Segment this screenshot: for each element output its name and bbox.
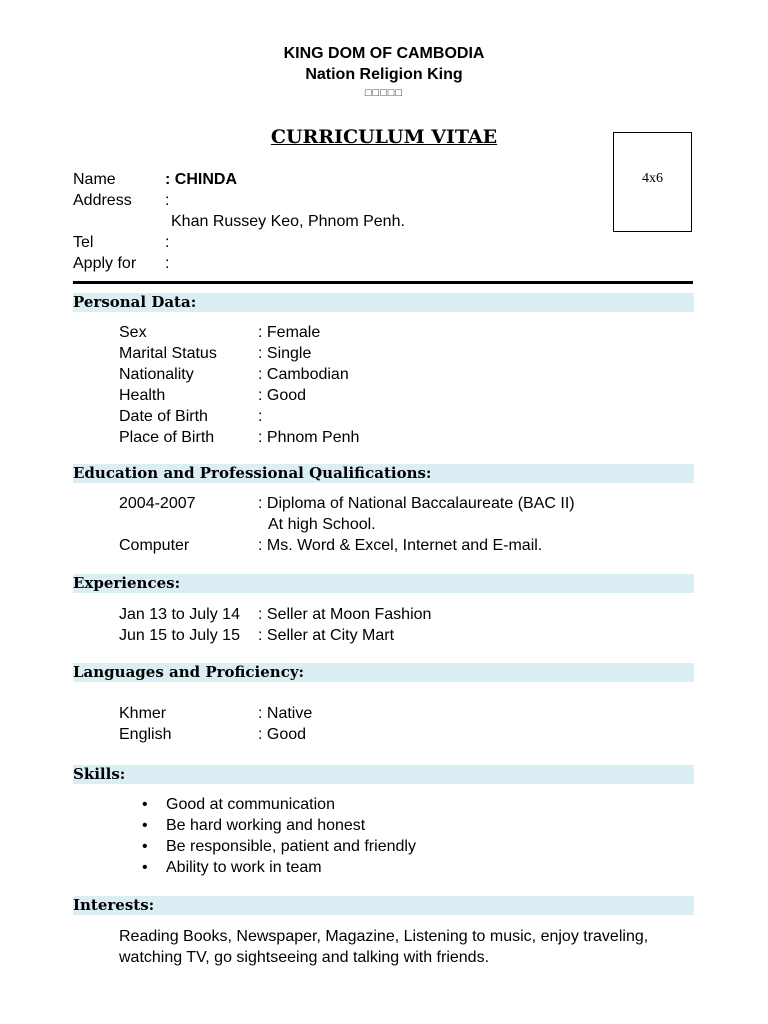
bullet-icon: • <box>142 859 148 876</box>
language-level: : Native <box>258 705 313 722</box>
language-level: : Good <box>258 726 307 743</box>
section-heading-experiences: Experiences: <box>73 574 694 593</box>
section-heading-education: Education and Professional Qualifications: <box>73 464 694 483</box>
personal-label: Health <box>119 387 166 404</box>
country-heading: KING DOM OF CAMBODIA <box>283 45 485 62</box>
skill-item: Be responsible, patient and friendly <box>166 838 416 855</box>
personal-value: : <box>258 408 263 425</box>
tel-colon: : <box>165 234 170 251</box>
personal-value: : Phnom Penh <box>258 429 360 446</box>
education-value: : Diploma of National Baccalaureate (BAC II) <box>258 495 575 512</box>
experience-role: : Seller at City Mart <box>258 627 395 644</box>
section-heading-skills: Skills: <box>73 765 694 784</box>
skill-item: Be hard working and honest <box>166 817 366 834</box>
tel-label: Tel <box>73 234 94 251</box>
cv-title: CURRICULUM VITAE <box>270 126 498 148</box>
bullet-icon: • <box>142 838 148 855</box>
divider-rule <box>73 281 693 284</box>
address-colon: : <box>165 192 170 209</box>
ornament-glyphs: □□□□□ <box>364 87 404 99</box>
experience-period: Jun 15 to July 15 <box>119 627 240 644</box>
section-heading-personal: Personal Data: <box>73 293 694 312</box>
education-value-continued: At high School. <box>268 516 376 533</box>
education-value: : Ms. Word & Excel, Internet and E-mail. <box>258 537 543 554</box>
photo-placeholder <box>613 132 692 232</box>
interests-text: Reading Books, Newspaper, Magazine, Listening to music, enjoy traveling, watching TV, go sightseeing and talking with friends. <box>119 928 649 966</box>
personal-value: : Good <box>258 387 307 404</box>
personal-value: : Cambodian <box>258 366 349 383</box>
name-label: Name <box>73 171 116 188</box>
personal-label: Place of Birth <box>119 429 215 446</box>
personal-label: Nationality <box>119 366 194 383</box>
personal-value: : Single <box>258 345 312 362</box>
address-label: Address <box>73 192 132 209</box>
bullet-icon: • <box>142 796 148 813</box>
skill-item: Good at communication <box>166 796 335 813</box>
name-value: : CHINDA <box>165 171 237 188</box>
section-heading-interests: Interests: <box>73 896 694 915</box>
apply-colon: : <box>165 255 170 272</box>
skill-item: Ability to work in team <box>166 859 322 876</box>
education-label: Computer <box>119 537 190 554</box>
address-value: Khan Russey Keo, Phnom Penh. <box>171 213 405 230</box>
education-label: 2004-2007 <box>119 495 196 512</box>
personal-label: Sex <box>119 324 147 341</box>
language-name: Khmer <box>119 705 167 722</box>
apply-label: Apply for <box>73 255 137 272</box>
bullet-icon: • <box>142 817 148 834</box>
photo-size-label: 4x6 <box>642 171 663 186</box>
personal-value: : Female <box>258 324 321 341</box>
experience-role: : Seller at Moon Fashion <box>258 606 432 623</box>
experience-period: Jan 13 to July 14 <box>119 606 240 623</box>
language-name: English <box>119 726 172 743</box>
personal-label: Marital Status <box>119 345 217 362</box>
personal-label: Date of Birth <box>119 408 208 425</box>
motto-heading: Nation Religion King <box>305 66 463 83</box>
section-heading-languages: Languages and Proficiency: <box>73 663 694 682</box>
